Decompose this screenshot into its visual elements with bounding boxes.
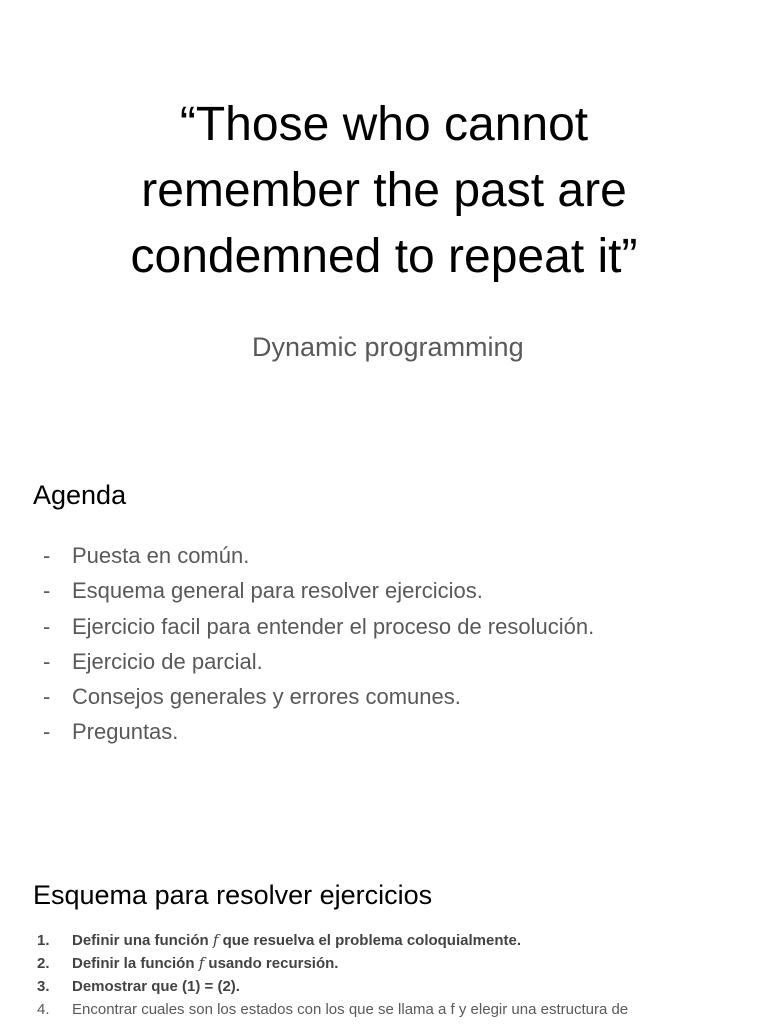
function-symbol: f xyxy=(212,931,219,949)
agenda-heading: Agenda xyxy=(33,480,127,510)
bullet-dash: - xyxy=(43,578,51,604)
steps-list xyxy=(37,929,628,1021)
agenda-item xyxy=(43,609,594,644)
step-number: 4. xyxy=(37,1001,50,1018)
agenda-item xyxy=(43,714,594,749)
quote-line: condemned to repeat it” xyxy=(130,230,638,283)
agenda-item xyxy=(43,679,594,714)
step-number: 1. xyxy=(37,932,50,949)
bullet-dash: - xyxy=(43,613,51,639)
step-text: Definir la función xyxy=(72,955,199,972)
step-number: 2. xyxy=(37,955,50,972)
step-item xyxy=(37,975,628,998)
bullet-dash: - xyxy=(43,684,51,710)
step-item xyxy=(37,929,628,952)
agenda-item-text: Consejos generales y errores comunes. xyxy=(72,684,461,710)
agenda-item-text: Ejercicio de parcial. xyxy=(72,648,263,674)
agenda-slide xyxy=(0,440,768,840)
subtitle: Dynamic programming xyxy=(252,332,524,362)
agenda-item xyxy=(43,538,594,573)
scheme-slide xyxy=(0,840,768,1024)
bullet-dash: - xyxy=(43,719,51,745)
agenda-item xyxy=(43,644,594,679)
step-item xyxy=(37,998,628,1021)
step-text: usando recursión. xyxy=(204,955,339,972)
agenda-item-text: Esquema general para resolver ejercicios. xyxy=(72,578,483,604)
scheme-heading: Esquema para resolver ejercicios xyxy=(33,880,433,910)
step-text: que resuelva el problema coloquialmente. xyxy=(218,932,521,949)
agenda-item xyxy=(43,573,594,608)
title-slide xyxy=(0,0,768,440)
step-text: Encontrar cuales son los estados con los que se llama a f y elegir una estructura de xyxy=(72,1001,629,1018)
bullet-dash: - xyxy=(43,648,51,674)
quote-line: “Those who cannot xyxy=(179,98,589,151)
step-number: 3. xyxy=(37,978,50,995)
agenda-item-text: Ejercicio facil para entender el proceso de resolución. xyxy=(72,613,595,639)
agenda-list xyxy=(43,538,594,750)
quote-line: remember the past are xyxy=(141,164,627,217)
step-text: Demostrar que (1) = (2). xyxy=(72,978,240,995)
agenda-item-text: Preguntas. xyxy=(72,719,179,745)
quote-title xyxy=(0,92,768,290)
step-item xyxy=(37,952,628,975)
step-text: Definir una función xyxy=(72,932,213,949)
agenda-item-text: Puesta en común. xyxy=(72,543,250,568)
function-symbol: f xyxy=(198,954,205,972)
bullet-dash: - xyxy=(43,543,51,568)
